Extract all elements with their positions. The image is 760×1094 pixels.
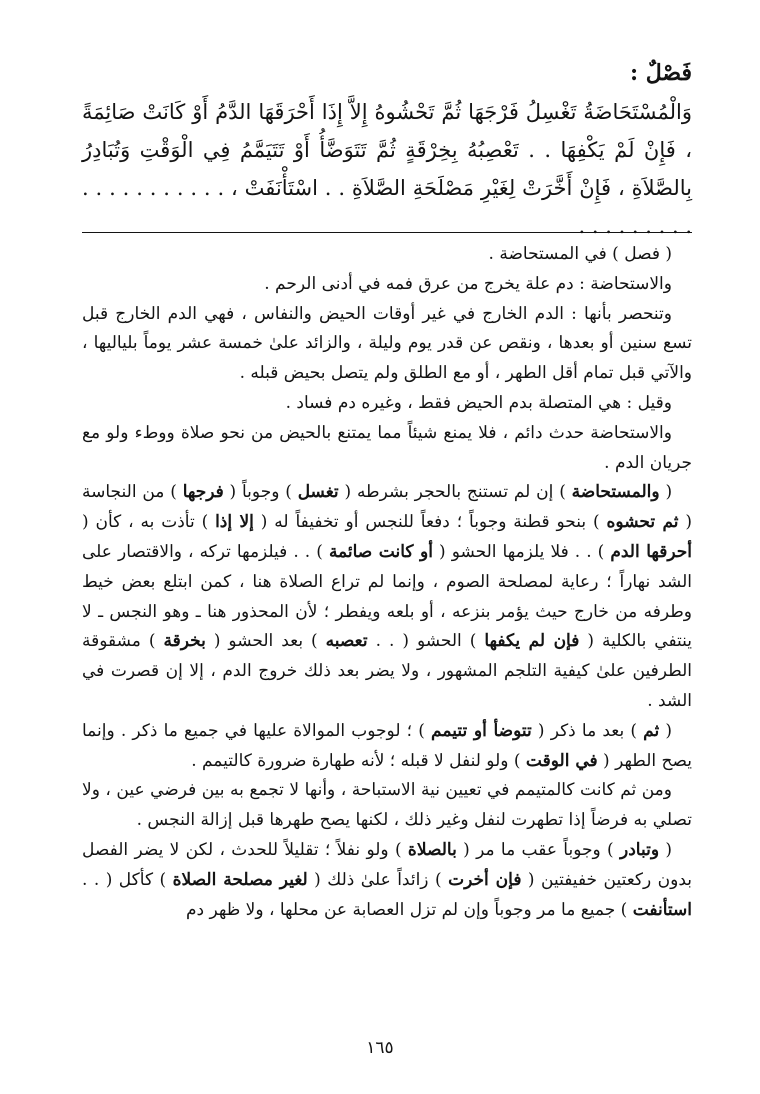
- matn-quote: فرجها: [182, 482, 224, 503]
- matn-quote: فإن لم يكفها: [484, 631, 580, 652]
- matn-quote: في الوقت: [525, 750, 598, 771]
- matn-quote: إلا إذا: [215, 512, 254, 533]
- matn-quote: تغسل: [297, 482, 339, 503]
- commentary-paragraph-7: ( ثم ) بعد ما ذكر ( تتوضأ أو تتيمم ) ؛ لوجوب الموالاة عليها في جميع ما ذكر . وإنما يصح الطهر ( في الوقت ) ولو لنفل لا قبله ؛ لأنه طهارة ضرورة كالتيمم .: [82, 720, 692, 771]
- matn-quote: أحرقها الدم: [610, 541, 693, 562]
- commentary-paragraph-4: وقيل : هي المتصلة بدم الحيض فقط ، وغيره دم فساد .: [285, 392, 672, 413]
- commentary-paragraph-5: والاستحاضة حدث دائم ، فلا يمنع شيئاً مما يمتنع بالحيض من نحو صلاة ووطء ولو مع جريان الدم .: [82, 422, 692, 473]
- commentary: [82, 240, 692, 925]
- commentary-paragraph-8: ومن ثم كانت كالمتيمم في تعيين نية الاستباحة ، وأنها لا تجمع به بين فرضي عين ، ولا تصلي به فرضاً إذا تطهرت لنفل وغير ذلك ، لكنها يصح طهرها قبل إزالة النجس .: [82, 780, 692, 831]
- section-heading: فَصْلٌ :: [629, 60, 692, 86]
- commentary-paragraph-3: وتنحصر بأنها : الدم الخارج في غير أوقات الحيض والنفاس ، فهي الدم الخارج قبل تسع سنين أو بعدها ، ونقص عن قدر يوم وليلة ، والزائد علىٰ خمسة عشر يوماً بلياليها ، والآتي قبل تمام أقل الطهر ، أو مع الطلق ولم يتصل بحيض قبله .: [82, 303, 692, 384]
- commentary-paragraph-2: والاستحاضة : دم علة يخرج من عرق فمه في أدنى الرحم .: [264, 273, 672, 294]
- matn-quote: بخرقة: [163, 631, 206, 652]
- matn-quote: والمستحاضة: [571, 482, 660, 503]
- matn-quote: استأنفت: [632, 899, 692, 920]
- page-number: ١٦٥: [366, 1038, 394, 1058]
- matn-quote: ثم: [643, 720, 660, 741]
- matn-quote: لغير مصلحة الصلاة: [172, 869, 308, 890]
- matn-quote: تتوضأ أو تتيمم: [431, 720, 532, 741]
- commentary-paragraph-9: ( وتبادر ) وجوباً عقب ما مر ( بالصلاة ) ولو نفلاً ؛ تقليلاً للحدث ، لكن لا يضر الفصل بدون ركعتين خفيفتين ( فإن أخرت ) زائداً علىٰ ذلك ( لغير مصلحة الصلاة ) كأكل ( . . استأنفت ) جميع ما مر وجوباً وإن لم تزل العصابة عن محلها ، ولا ظهر دم: [82, 839, 693, 920]
- separator-rule: [82, 232, 692, 233]
- matn-quote: أو كانت صائمة: [328, 541, 433, 562]
- matn-quote: وتبادر: [620, 839, 660, 860]
- matn-quote: بالصلاة: [407, 839, 457, 860]
- matn-quote: فإن أخرت: [448, 869, 522, 890]
- commentary-paragraph-1: ( فصل ) في المستحاضة .: [488, 244, 672, 264]
- matn-quote: تعصبه: [325, 631, 368, 652]
- matn-quote: ثم تحشوه: [606, 512, 679, 533]
- matn-text: وَالْمُسْتَحَاضَةُ تَغْسِلُ فَرْجَهَا ثُمَّ تَحْشُوهُ إِلاَّ إِذَا أَحْرَقَهَا الدَّمُ أَوْ كَانَتْ صَائِمَةً ، فَإِنْ لَمْ يَكْفِهَا . . تَعْصِبُهُ بِخِرْقَةٍ ثُمَّ تَتَوَضَّأُ أَوْ تَتَيَمَّمُ فِي الْوَقْتِ وَتُبَادِرُ بِالصَّلاَةِ ، فَإِنْ أَخَّرَتْ لِغَيْرِ مَصْلَحَةِ الصَّلاَةِ . . اسْتَأْنَفَتْ ، . . . . . . . . . . . . . . . . . . . .: [82, 100, 692, 238]
- commentary-paragraph-6: ( والمستحاضة ) إن لم تستنج بالحجر بشرطه ( تغسل ) وجوباً ( فرجها ) من النجاسة ( ثم تحشوه ) بنحو قطنة وجوباً ؛ دفعاً للنجس أو تخفيفاً له ( إلا إذا ) تأذت به ، كأن ( أحرقها الدم ) . . فلا يلزمها الحشو ( أو كانت صائمة ) . . فيلزمها تركه ، والاقتصار على الشد نهاراً ؛ رعاية لمصلحة الصوم ، وإنما لم تراع الصلاة هنا ، كمن ابتلع بعض خيط وطرفه من خارج حيث يؤمر بنزعه ، أو بلعه ويفطر ؛ لأن المحذور هنا ـ وهو النجس ـ لا ينتفي بالكلية ( فإن لم يكفها ) الحشو ( . . تعصبه ) بعد الحشو ( بخرقة ) مشقوقة الطرفين علىٰ كيفية التلجم المشهور ، ولا يضر بعد ذلك خروج الدم ، إلا إن قصرت في الشد .: [82, 482, 693, 711]
